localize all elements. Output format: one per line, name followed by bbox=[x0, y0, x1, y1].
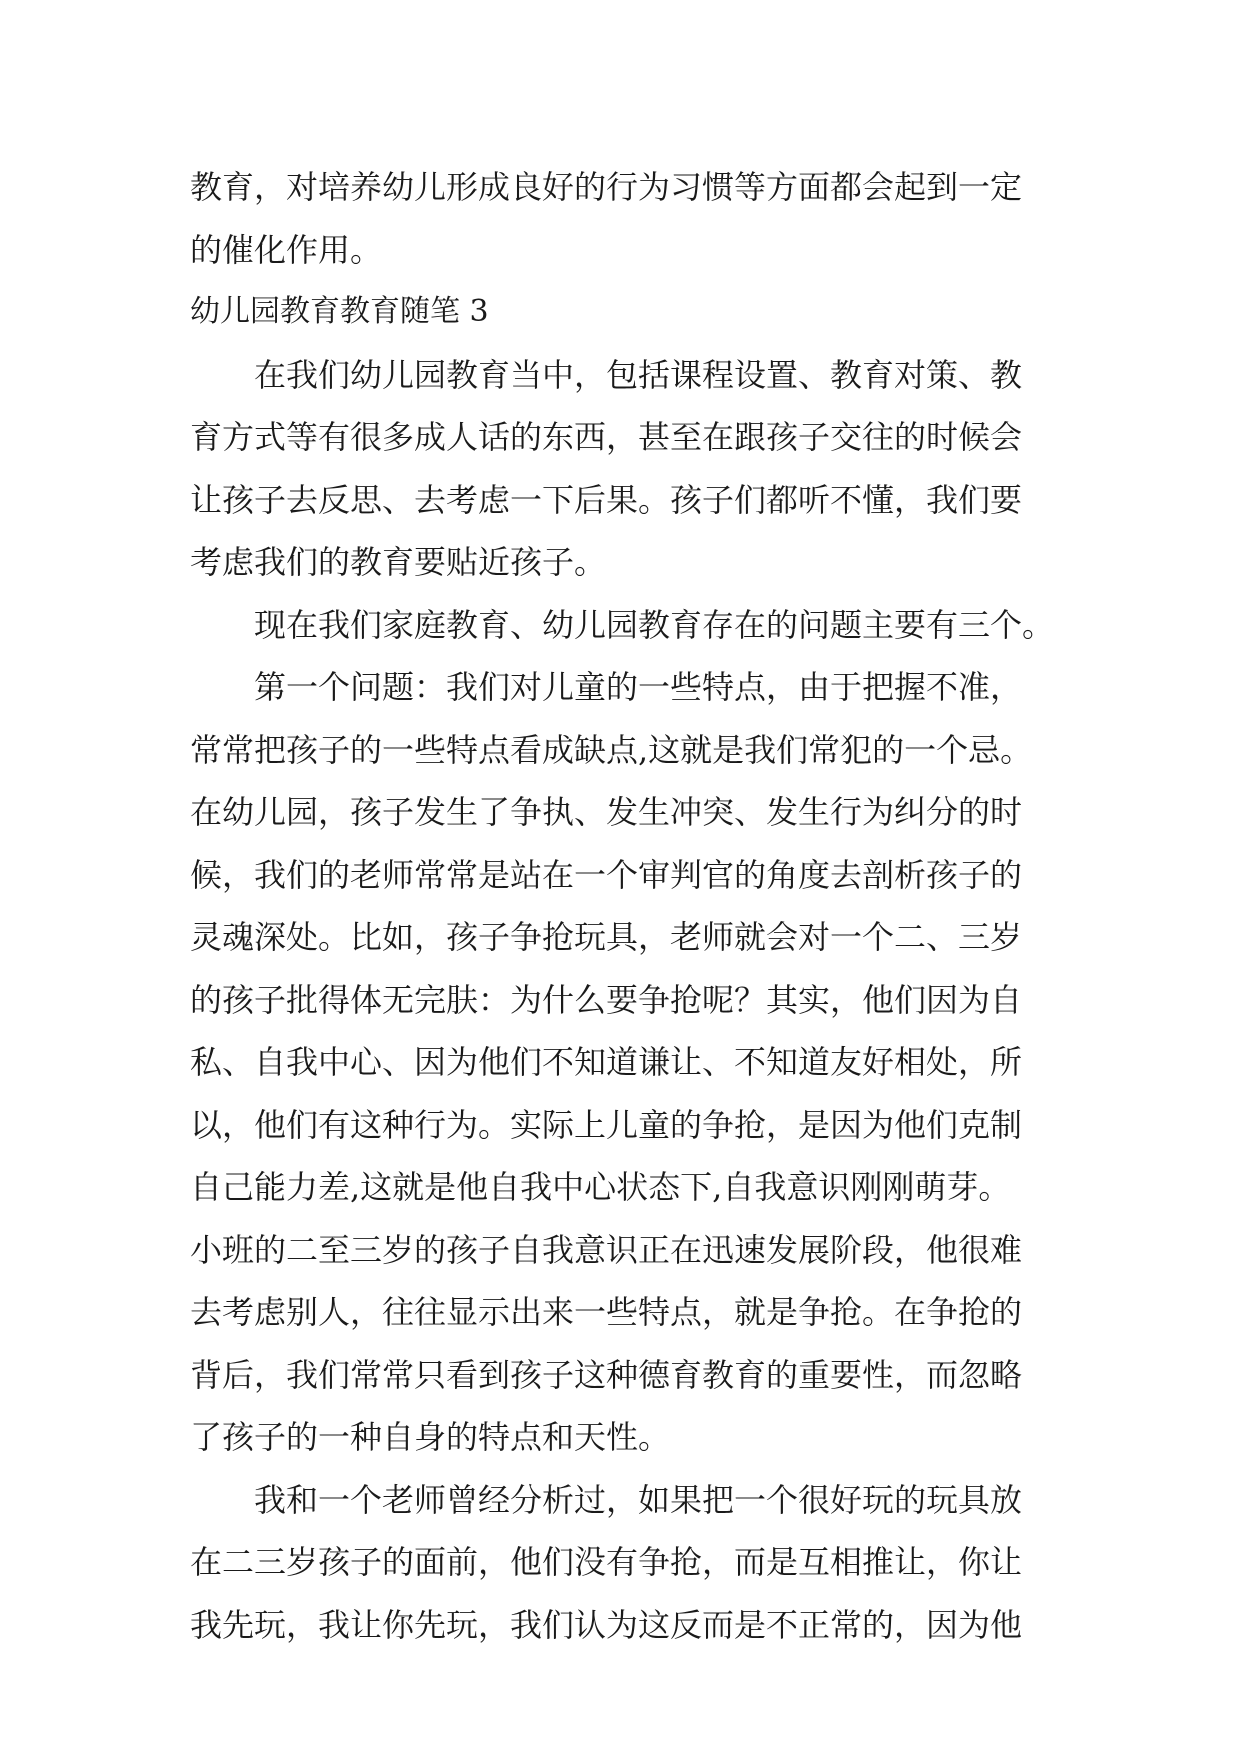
text-line: 私、自我中心、因为他们不知道谦让、不知道友好相处，所 bbox=[190, 1043, 1023, 1081]
text-line: 考虑我们的教育要贴近孩子。 bbox=[190, 543, 607, 581]
text-line: 背后，我们常常只看到孩子这种德育教育的重要性，而忽略 bbox=[190, 1355, 1023, 1394]
text-line: 小班的二至三岁的孩子自我意识正在迅速发展阶段，他很难 bbox=[190, 1230, 1023, 1269]
text-line: 自己能力差,这就是他自我中心状态下,自我意识刚刚萌芽。 bbox=[190, 1168, 1011, 1206]
text-line: 在二三岁孩子的面前，他们没有争抢，而是互相推让，你让 bbox=[190, 1543, 1023, 1581]
text-line: 我和一个老师曾经分析过，如果把一个很好玩的玩具放 bbox=[190, 1480, 1023, 1519]
text-line: 现在我们家庭教育、幼儿园教育存在的问题主要有三个。 bbox=[190, 605, 1055, 644]
text-line: 候，我们的老师常常是站在一个审判官的角度去剖析孩子的 bbox=[190, 855, 1023, 894]
text-line: 常常把孩子的一些特点看成缺点,这就是我们常犯的一个忌。 bbox=[190, 730, 1033, 769]
text-line: 我先玩，我让你先玩，我们认为这反而是不正常的，因为他 bbox=[190, 1605, 1023, 1644]
text-line: 以，他们有这种行为。实际上儿童的争抢，是因为他们克制 bbox=[190, 1105, 1023, 1144]
text-line: 在我们幼儿园教育当中，包括课程设置、教育对策、教 bbox=[190, 355, 1023, 394]
text-line: 的催化作用。 bbox=[190, 230, 383, 269]
text-line: 在幼儿园，孩子发生了争执、发生冲突、发生行为纠分的时 bbox=[190, 793, 1023, 831]
text-line: 的孩子批得体无完肤：为什么要争抢呢？其实，他们因为自 bbox=[190, 980, 1023, 1019]
document-body bbox=[190, 156, 1055, 1656]
text-line: 育方式等有很多成人话的东西，甚至在跟孩子交往的时候会 bbox=[190, 418, 1023, 456]
text-line: 了孩子的一种自身的特点和天性。 bbox=[190, 1418, 671, 1456]
text-line: 去考虑别人，往往显示出来一些特点，就是争抢。在争抢的 bbox=[190, 1293, 1023, 1331]
section-title: 幼儿园教育教育随笔 3 bbox=[190, 294, 489, 329]
text-line: 第一个问题：我们对儿童的一些特点，由于把握不准， bbox=[190, 668, 1023, 706]
text-line: 让孩子去反思、去考虑一下后果。孩子们都听不懂，我们要 bbox=[190, 480, 1023, 519]
text-line: 教育，对培养幼儿形成良好的行为习惯等方面都会起到一定 bbox=[190, 168, 1023, 206]
text-line: 灵魂深处。比如，孩子争抢玩具，老师就会对一个二、三岁 bbox=[190, 918, 1023, 956]
